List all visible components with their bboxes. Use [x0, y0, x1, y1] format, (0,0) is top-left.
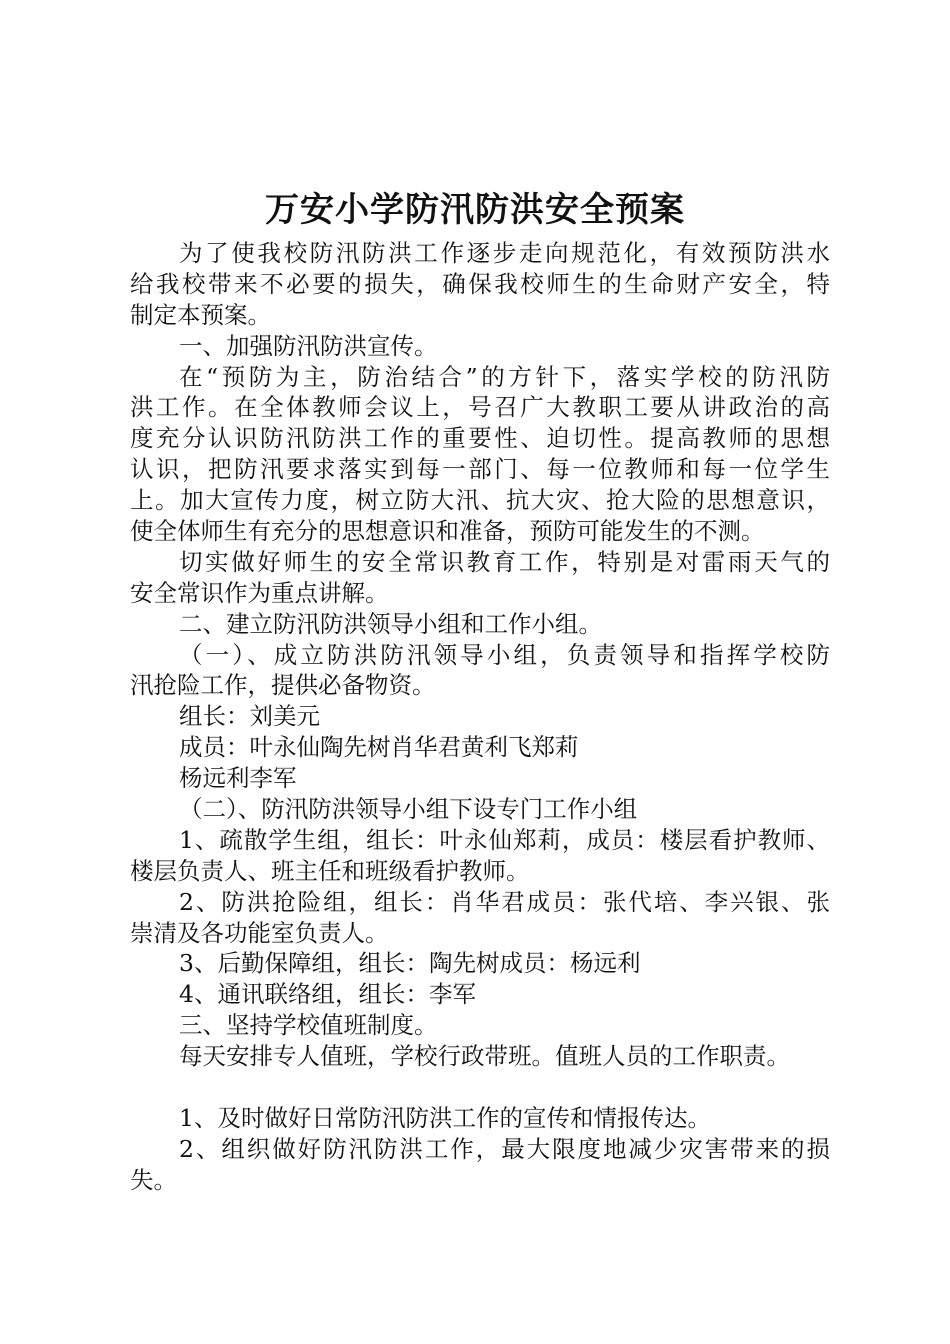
- paragraph-line: 安全常识作为重点讲解。: [130, 578, 389, 607]
- list-item: 1、及时做好日常防汛防洪工作的宣传和情报传达。: [179, 1103, 711, 1132]
- paragraph-line: 切实做好师生的安全常识教育工作，特别是对雷雨天气的: [179, 547, 830, 576]
- members-line: 杨远利李军: [179, 764, 297, 793]
- paragraph-line: 制定本预案。: [130, 300, 271, 329]
- paragraph-line: 给我校带来不必要的损失，确保我校师生的生命财产安全，特: [130, 269, 830, 298]
- paragraph-line: 认识，把防汛要求落实到每一部门、每一位教师和每一位学生: [130, 455, 830, 484]
- paragraph-line: 使全体师生有充分的思想意识和准备，预防可能发生的不测。: [130, 517, 765, 546]
- paragraph-line: （一）、成立防洪防汛领导小组，负责领导和指挥学校防: [179, 640, 830, 669]
- list-item: 楼层负责人、班主任和班级看护教师。: [130, 856, 530, 885]
- blank-line: [130, 1072, 830, 1103]
- section-heading: 二、建立防汛防洪领导小组和工作小组。: [179, 609, 602, 638]
- list-item: 1、疏散学生组，组长：叶永仙郑莉，成员：楼层看护教师、: [179, 825, 830, 854]
- paragraph-line: 在“预防为主，防治结合”的方针下，落实学校的防汛防: [179, 362, 830, 391]
- document-title: 万安小学防汛防洪安全预案: [265, 190, 685, 230]
- subsection-heading: （二）、防汛防洪领导小组下设专门工作小组: [179, 795, 638, 824]
- leader-line: 组长：刘美元: [179, 702, 320, 731]
- members-line: 成员：叶永仙陶先树肖华君黄利飞郑莉: [179, 733, 579, 762]
- paragraph-line: 为了使我校防汛防洪工作逐步走向规范化，有效预防洪水: [179, 239, 830, 267]
- list-item: 崇清及各功能室负责人。: [130, 918, 389, 947]
- paragraph-line: 上。加大宣传力度，树立防大汛、抗大灾、抢大险的思想意识，: [130, 486, 830, 515]
- list-item: 3、后勤保障组，组长：陶先树成员：杨远利: [179, 949, 641, 978]
- section-heading: 三、坚持学校值班制度。: [179, 1011, 438, 1040]
- section-heading: 一、加强防汛防洪宣传。: [179, 331, 438, 360]
- list-item: 2、组织做好防汛防洪工作，最大限度地减少灾害带来的损: [179, 1134, 830, 1163]
- paragraph-line: 汛抢险工作，提供必备物资。: [130, 671, 436, 700]
- document-body: [130, 238, 830, 1196]
- list-item: 失。: [130, 1165, 177, 1194]
- paragraph-line: 每天安排专人值班，学校行政带班。值班人员的工作职责。: [179, 1042, 790, 1071]
- list-item: 4、通讯联络组，组长：李军: [179, 980, 476, 1009]
- paragraph-line: 洪工作。在全体教师会议上，号召广大教职工要从讲政治的高: [130, 393, 830, 422]
- list-item: 2、防洪抢险组，组长：肖华君成员：张代培、李兴银、张: [179, 887, 830, 916]
- paragraph-line: 度充分认识防汛防洪工作的重要性、迫切性。提高教师的思想: [130, 424, 830, 453]
